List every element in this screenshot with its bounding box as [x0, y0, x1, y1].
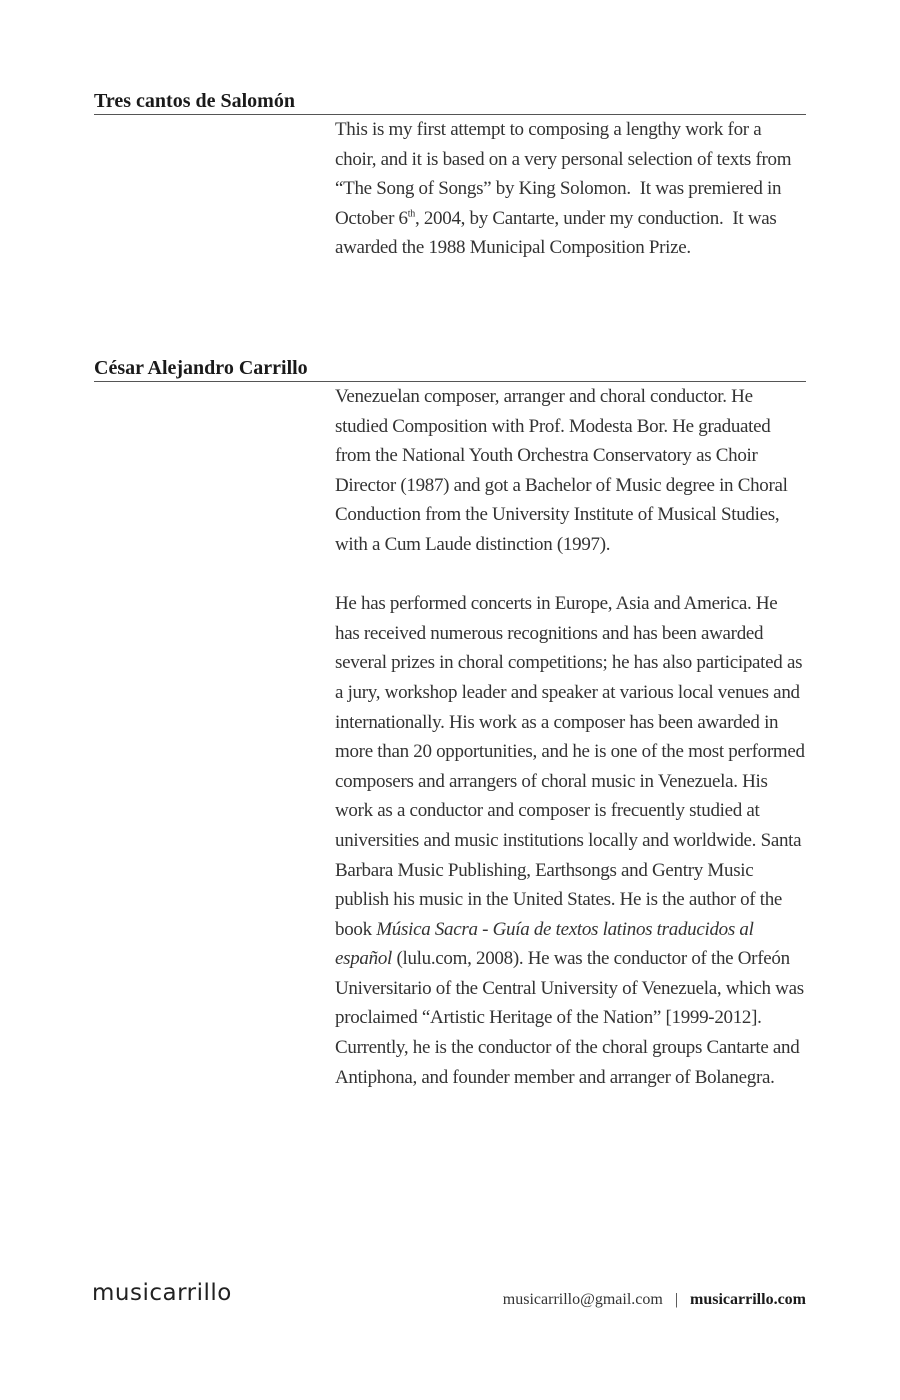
email-link[interactable]: musicarrillo@gmail.com	[502, 1291, 663, 1308]
section-heading: Tres cantos de Salomón	[94, 88, 806, 115]
book-title: Música Sacra - Guía de textos latinos traducidos al español	[335, 918, 754, 970]
paragraph	[335, 589, 806, 1092]
paragraph-text: He has performed concerts in Europe, Asia and America. He has received numerous recognitions and has been awarded several prizes in choral competitions; he has also participated as a jury, workshop leader and speaker at various local venues and internationally. His work as a composer has been awarded in more than 20 opportunities, and he is one of the most performed composers and arrangers of choral music in Venezuela. His work as a conductor and composer is frecuently studied at universities and music institutions locally and worldwide. Santa Barbara Music Publishing, Earthsongs and Gentry Music publish his music in the United States. He is the author of the book	[335, 593, 805, 940]
section-heading: César Alejandro Carrillo	[94, 355, 806, 382]
paragraph: This is my first attempt to composing a lengthy work for a choir, and it is based on a very personal selection of texts from “The Song of Songs” by King Solomon. It was premiered in October 6th, 2004, by Cantarte, under my conduction. It was awarded the 1988 Municipal Composition Prize.	[335, 119, 792, 259]
section-biography	[94, 355, 806, 1092]
paragraph-text: (lulu.com, 2008). He was the conductor of the Orfeón Universitario of the Central University of Venezuela, which was proclaimed “Artistic Heritage of the Nation” [1999-2012]. Currently, he is the conductor of the choral groups Cantarte and Antiphona, and founder member and arranger of Bolanegra.	[335, 948, 804, 1088]
separator: |	[674, 1291, 679, 1308]
section-tres-cantos	[94, 88, 806, 263]
section-body	[335, 115, 806, 263]
section-body	[335, 382, 806, 1092]
paragraph: Venezuelan composer, arranger and choral conductor. He studied Composition with Prof. Modesta Bor. He graduated from the National Youth Orchestra Conservatory as Choir Director (1987) and got a Bachelor of Music degree in Choral Conduction from the University Institute of Musical Studies, with a Cum Laude distinction (1997).	[335, 386, 788, 555]
musicarrillo-logo: musicarrillo	[92, 1280, 232, 1306]
footer-contact	[503, 1291, 806, 1309]
website-link[interactable]: musicarrillo.com	[690, 1291, 806, 1308]
